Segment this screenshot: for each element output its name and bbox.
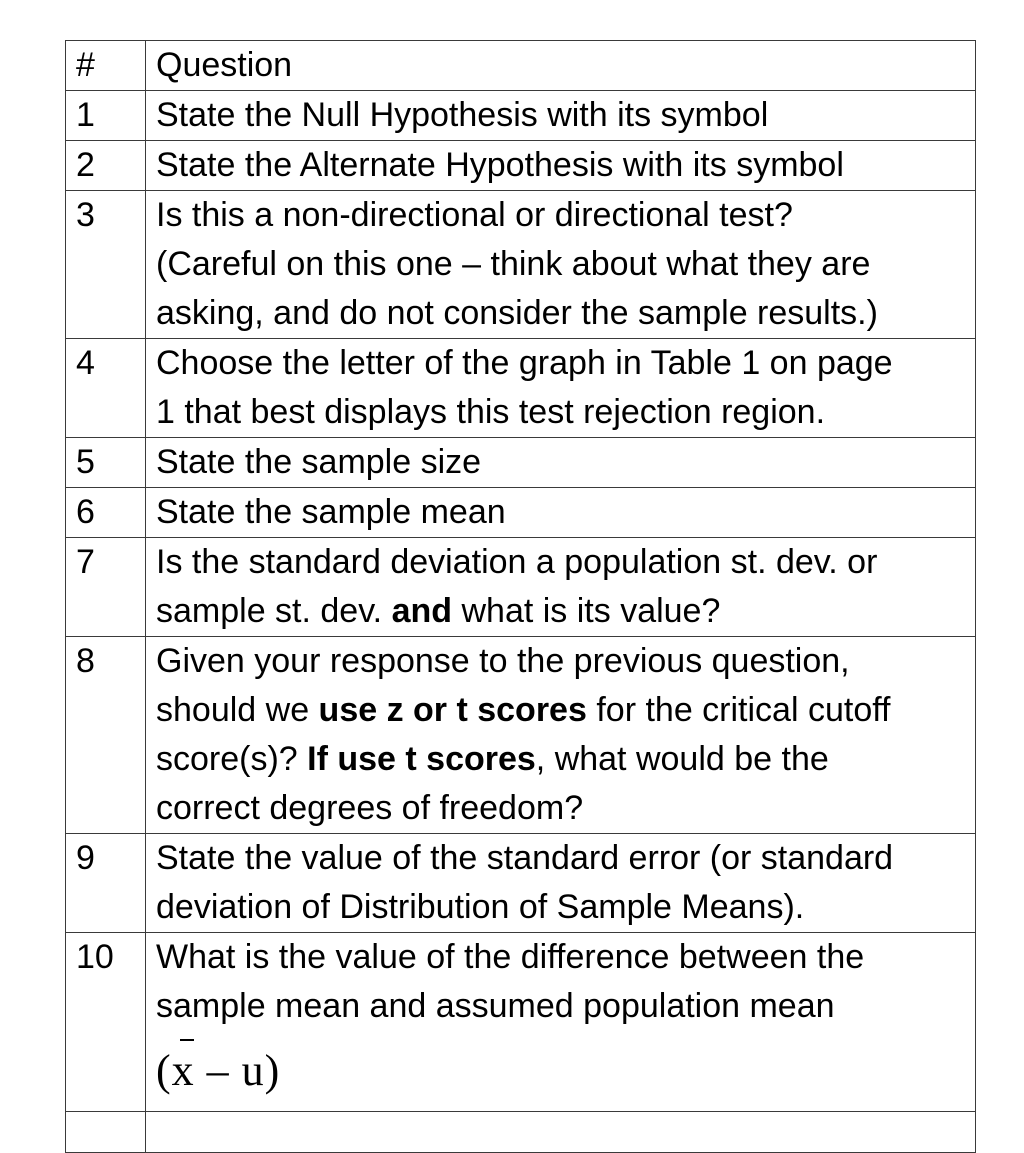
question-line: Is this a non-directional or directional test? bbox=[156, 196, 793, 234]
table-row bbox=[66, 637, 976, 834]
mean-difference-formula bbox=[156, 1031, 969, 1111]
question-line: Given your response to the previous question, bbox=[156, 642, 850, 680]
formula-close-paren: ) bbox=[264, 1046, 281, 1095]
question-fragment: what is its value? bbox=[452, 592, 721, 630]
question-fragment: sample st. dev. bbox=[156, 592, 392, 630]
question-line bbox=[156, 686, 969, 735]
table-header-row bbox=[66, 41, 976, 91]
question-text bbox=[146, 933, 976, 1112]
row-number: 8 bbox=[66, 637, 146, 834]
table-row bbox=[66, 834, 976, 933]
question-text: State the Null Hypothesis with its symbol bbox=[146, 91, 976, 141]
table-row bbox=[66, 91, 976, 141]
x-bar-symbol: x bbox=[172, 1031, 195, 1111]
question-fragment: , what would be the bbox=[535, 740, 829, 778]
table-row bbox=[66, 141, 976, 191]
formula-minus: – bbox=[194, 1046, 242, 1095]
question-line bbox=[156, 735, 969, 784]
row-number: 3 bbox=[66, 191, 146, 339]
question-line: What is the value of the difference between the bbox=[156, 938, 865, 976]
question-line: Choose the letter of the graph in Table 1 on page bbox=[156, 344, 893, 382]
question-line: correct degrees of freedom? bbox=[156, 789, 584, 827]
question-line: Is the standard deviation a population st. dev. or bbox=[156, 543, 878, 581]
question-text bbox=[146, 834, 976, 933]
question-text: State the sample mean bbox=[146, 488, 976, 538]
question-line: 1 that best displays this test rejection region. bbox=[156, 393, 826, 431]
mu-symbol: u bbox=[241, 1046, 265, 1095]
question-text bbox=[146, 637, 976, 834]
question-text: State the sample size bbox=[146, 438, 976, 488]
header-number: # bbox=[66, 41, 146, 91]
question-emphasis: If use t scores bbox=[307, 740, 536, 778]
question-fragment: for the critical cutoff bbox=[586, 691, 891, 729]
question-line: asking, and do not consider the sample results.) bbox=[156, 294, 878, 332]
row-number: 2 bbox=[66, 141, 146, 191]
table-row bbox=[66, 339, 976, 438]
question-line: (Careful on this one – think about what they are bbox=[156, 245, 871, 283]
table-row bbox=[66, 191, 976, 339]
formula-open-paren: ( bbox=[156, 1046, 172, 1095]
empty-cell bbox=[146, 1112, 976, 1153]
row-number: 9 bbox=[66, 834, 146, 933]
row-number: 1 bbox=[66, 91, 146, 141]
question-line: deviation of Distribution of Sample Means). bbox=[156, 888, 805, 926]
question-line: State the value of the standard error (or standard bbox=[156, 839, 894, 877]
question-line bbox=[156, 587, 969, 636]
question-line: sample mean and assumed population mean bbox=[156, 987, 835, 1025]
row-number: 4 bbox=[66, 339, 146, 438]
table-row bbox=[66, 538, 976, 637]
table-row bbox=[66, 933, 976, 1112]
row-number: 6 bbox=[66, 488, 146, 538]
table-row bbox=[66, 488, 976, 538]
question-text bbox=[146, 339, 976, 438]
empty-row bbox=[66, 1112, 976, 1153]
question-text: State the Alternate Hypothesis with its symbol bbox=[146, 141, 976, 191]
empty-cell bbox=[66, 1112, 146, 1153]
row-number: 10 bbox=[66, 933, 146, 1112]
question-fragment: should we bbox=[156, 691, 319, 729]
question-emphasis: and bbox=[391, 592, 453, 630]
questions-table bbox=[65, 40, 976, 1153]
question-emphasis: use z or t scores bbox=[318, 691, 587, 729]
question-text bbox=[146, 538, 976, 637]
question-text bbox=[146, 191, 976, 339]
row-number: 7 bbox=[66, 538, 146, 637]
table-row bbox=[66, 438, 976, 488]
row-number: 5 bbox=[66, 438, 146, 488]
header-question: Question bbox=[146, 41, 976, 91]
question-fragment: score(s)? bbox=[156, 740, 308, 778]
